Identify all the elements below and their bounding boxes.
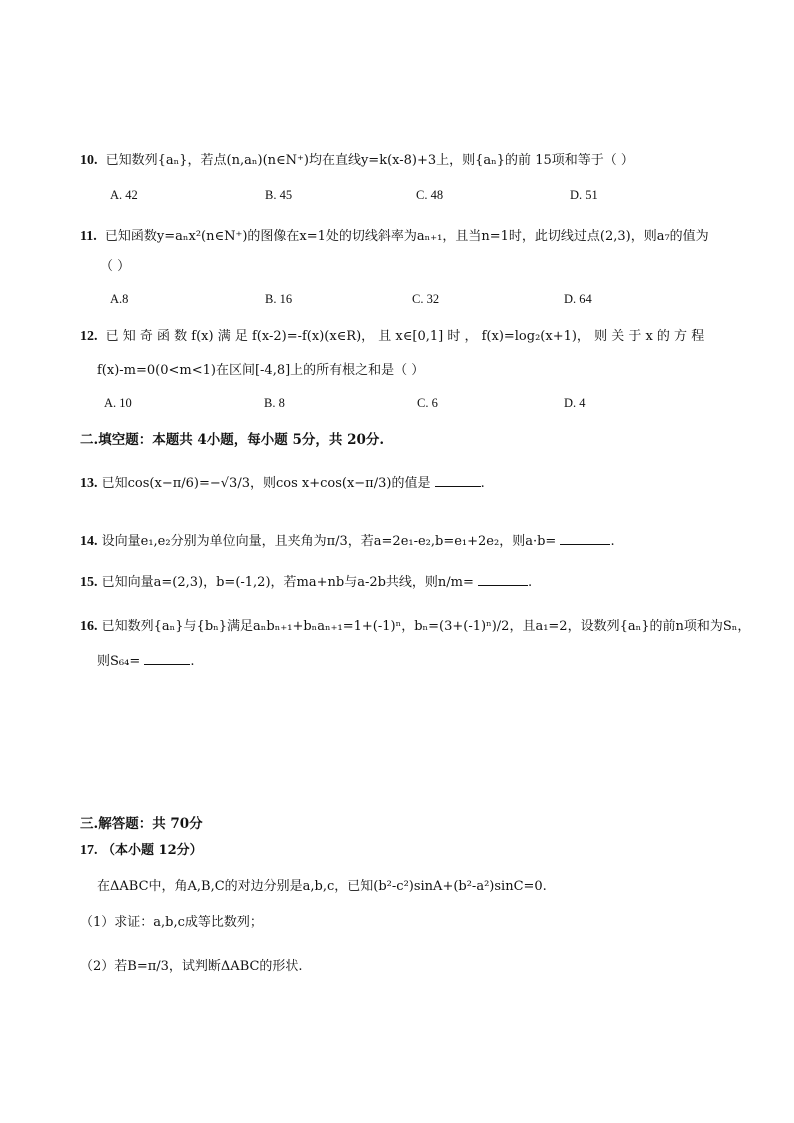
part-1: （1）求证：a,b,c成等比数列； [80,915,263,930]
question-text-cont: 则S₆₄= [97,654,141,669]
section-heading-fill-in: 二.填空题：本题共 4小题，每小题 5分，共 20分. [80,432,385,448]
option-d: D. 4 [564,396,586,410]
question-number: 17. [80,843,98,858]
option-d: D. 64 [564,292,592,306]
question-number: 14. [80,534,98,549]
question-11 [80,228,709,246]
question-text-cont: f(x)-m=0(0<m<1)在区间[-4,8]上的所有根之和是（ ） [97,363,425,378]
question-17-text [97,878,547,896]
question-text: 已 知 奇 函 数 f(x) 满 足 f(x-2)=-f(x)(x∈R)， 且 x∈[0,1] 时 ， f(x)=log₂(x+1)， 则 关 于 x 的 方 程 [105,329,705,344]
question-number: 10. [80,153,98,168]
option-c: C. 6 [417,396,438,410]
question-text: 已知向量a=(2,3)，b=(-1,2)，若ma+nb与a-2b共线，则n/m= [101,575,474,590]
question-number: 12. [80,329,98,344]
question-text: 已知数列{aₙ}与{bₙ}满足aₙbₙ₊₁+bₙaₙ₊₁=1+(-1)ⁿ，bₙ=(3+(-1)ⁿ)/2，且a₁=2，设数列{aₙ}的前n项和为Sₙ， [101,619,751,634]
option-d: D. 51 [570,188,598,202]
question-text: 已知数列{aₙ}，若点(n,aₙ)(n∈N⁺)均在直线y=k(x-8)+3上，则{aₙ}的前 15项和等于（ ） [105,153,634,168]
option-c: C. 32 [412,292,440,306]
option-b: B. 8 [264,396,285,410]
question-12-options [104,396,704,412]
question-11-options [110,292,710,308]
question-12-cont [97,362,424,380]
question-text-cont: （ ） [100,259,131,274]
option-a: A.8 [110,292,129,306]
question-text: 设向量e₁,e₂分别为单位向量，且夹角为π/3，若a=2e₁-e₂,b=e₁+2e₂，则a·b= [101,534,557,549]
option-a: A. 42 [110,188,138,202]
question-10 [80,152,634,170]
part-2: （2）若B=π/3，试判断ΔABC的形状. [80,959,303,974]
option-b: B. 16 [265,292,293,306]
question-16-cont: 则S₆₄= . [97,654,195,669]
question-14: 14. 设向量e₁,e₂分别为单位向量，且夹角为π/3，若a=2e₁-e₂,b=e₁+2e₂，则a·b= . [80,534,615,549]
question-number: 13. [80,476,98,491]
question-12 [80,328,704,346]
answer-blank[interactable] [560,532,610,545]
question-17-part2 [80,958,303,976]
question-text: 已知函数y=aₙx²(n∈N⁺)的图像在x=1处的切线斜率为aₙ₊₁，且当n=1时，此切线过点(2,3)，则a₇的值为 [104,229,709,244]
question-text: 已知cos(x−π/6)=−√3/3，则cos x+cos(x−π/3)的值是 [101,476,431,491]
section-heading-solutions: 三.解答题：共 70分 [80,816,203,832]
question-10-options [110,188,710,204]
question-13: 13. 已知cos(x−π/6)=−√3/3，则cos x+cos(x−π/3)的值是 . [80,476,485,491]
option-b: B. 45 [265,188,293,202]
question-17-part1 [80,914,263,932]
question-text: 在ΔABC中，角A,B,C的对边分别是a,b,c，已知(b²-c²)sinA+(b²-a²)sinC=0. [97,879,547,894]
answer-blank[interactable] [478,573,528,586]
question-number: 16. [80,619,98,634]
question-16 [80,618,750,636]
option-a: A. 10 [104,396,132,410]
question-number: 15. [80,575,98,590]
question-17-header [80,842,203,860]
answer-blank[interactable] [435,474,481,487]
question-head: （本小题 12分） [102,843,203,858]
question-11-cont [100,258,130,276]
question-number: 11. [80,229,97,244]
question-15: 15. 已知向量a=(2,3)，b=(-1,2)，若ma+nb与a-2b共线，则n/m= . [80,575,533,590]
option-c: C. 48 [416,188,444,202]
answer-blank[interactable] [144,652,190,665]
